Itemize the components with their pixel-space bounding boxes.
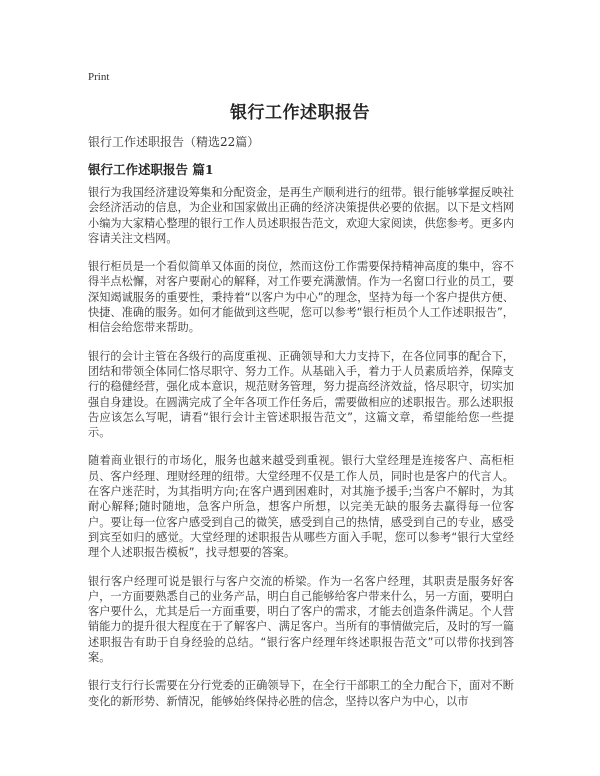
paragraph-lobby-manager: 随着商业银行的市场化，服务也越来越受到重视。银行大堂经理是连接客户、高柜柜员、客户经理、理财经理的纽带。大堂经理不仅是工作人员，同时也是客户的代言人。在客户迷茫时，为其指明方向;在客户遇到困难时，对其施予援手;当客户不解时，为其耐心解释;随时随地，急客户所急，想客户所想，以完美无缺的服务去赢得每一位客户。要让每一位客户感受到自己的微笑，感受到自己的热情，感受到自己的专业，感受到宾至如归的感觉。大堂经理的述职报告从哪些方面入手呢，您可以参考“银行大堂经理个人述职报告模板”，找寻想要的答案。 xyxy=(88,454,514,560)
document-body xyxy=(88,185,514,722)
paragraph-teller: 银行柜员是一个看似简单又体面的岗位，然而这份工作需要保持精神高度的集中，容不得半点松懈，对客户要耐心的解释，对工作要充满激情。作为一名窗口行业的员工，要深知竭诚服务的重要性，秉持着“以客户为中心”的理念，坚持为每一个客户提供方便、快捷、准确的服务。如何才能做到这些呢，您可以参考“银行柜员个人工作述职报告”，相信会给您带来帮助。 xyxy=(88,260,514,335)
paragraph-intro: 银行为我国经济建设筹集和分配资金，是再生产顺利进行的纽带。银行能够掌握反映社会经济活动的信息，为企业和国家做出正确的经济决策提供必要的依据。以下是文档网小编为大家精心整理的银行工作人员述职报告范文，欢迎大家阅读，供您参考。更多内容请关注文档网。 xyxy=(88,186,514,245)
paragraph-account-manager: 银行客户经理可说是银行与客户交流的桥梁。作为一名客户经理，其职责是服务好客户，一方面要熟悉自己的业务产品，明白自己能够给客户带来什么，另一方面，要明白客户要什么，尤其是后一方面重要，明白了客户的需求，才能去创造条件满足。个人营销能力的提升很大程度在于了解客户、满足客户。当所有的事情做完后，及时的写一篇述职报告有助于自身经验的总结。“银行客户经理年终述职报告范文”可以带你找到答案。 xyxy=(88,574,514,665)
print-link[interactable]: Print xyxy=(88,71,110,83)
section-heading: 银行工作述职报告 篇1 xyxy=(88,162,214,177)
document-subtitle: 银行工作述职报告（精选22篇） xyxy=(88,135,260,149)
paragraph-accounting-supervisor: 银行的会计主管在各级行的高度重视、正确领导和大力支持下，在各位同事的配合下，团结和带领全体同仁恪尽职守、努力工作。从基础入手，着力于人员素质培养，保障支行的稳健经营，强化成本意识，规范财务管理，努力提高经济效益，恪尽职守，切实加强自身建设。在圆满完成了全年各项工作任务后，需要做相应的述职报告。那么述职报告应该怎么写呢，请看“银行会计主管述职报告范文”，这篇文章，希望能给您一些提示。 xyxy=(88,349,514,440)
paragraph-branch-president: 银行支行行长需要在分行党委的正确领导下，在全行干部职工的全力配合下，面对不断变化的新形势、新情况，能够始终保持必胜的信念，坚持以客户为中心，以市 xyxy=(88,679,514,708)
document-title: 银行工作述职报告 xyxy=(230,103,370,123)
